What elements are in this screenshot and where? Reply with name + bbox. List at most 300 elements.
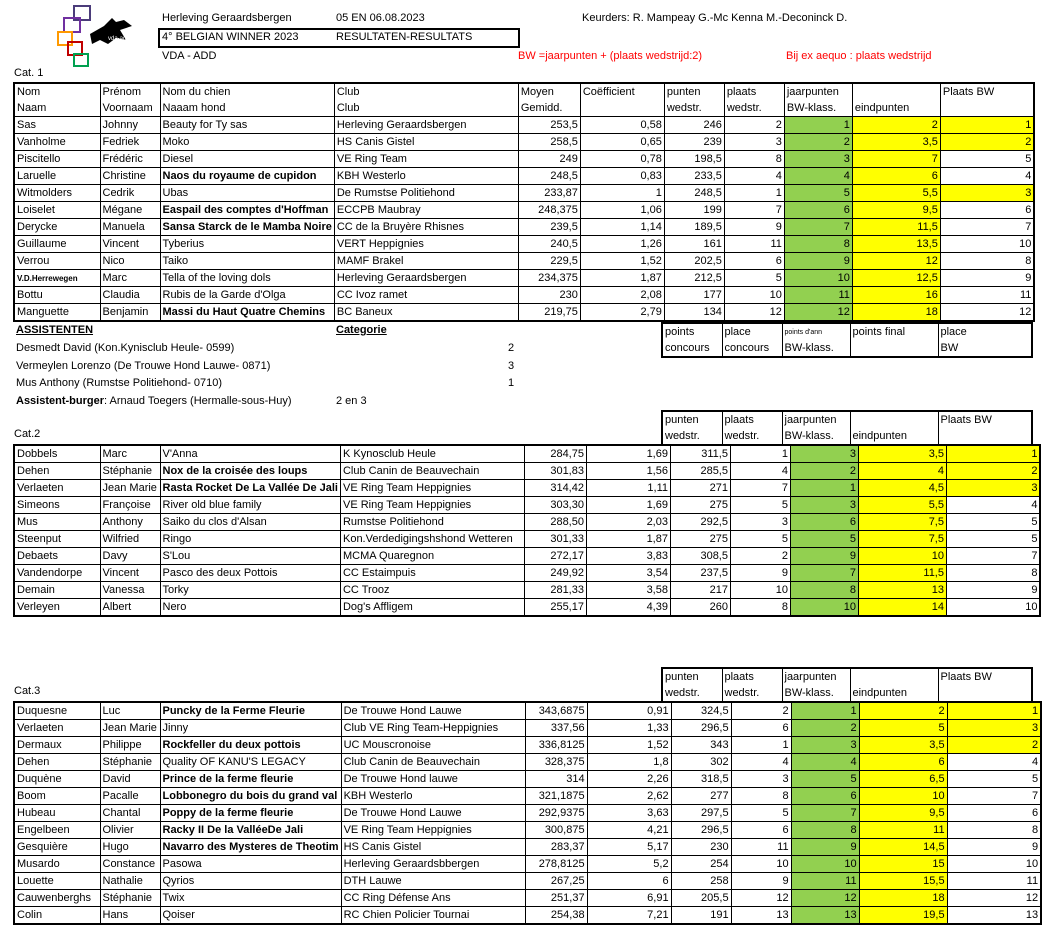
cell-year-points: 9 (784, 253, 852, 270)
table-row (14, 565, 1040, 582)
header-row (662, 428, 1032, 445)
cell-bw-place: 2 (947, 737, 1041, 754)
cell-firstname: Manuela (100, 219, 160, 236)
cell-firstname: Cedrik (100, 185, 160, 202)
vda-add-logo (54, 4, 146, 68)
cell-dog: Torky (160, 582, 340, 599)
cell-coefficient: 2,62 (587, 788, 671, 805)
header-row (662, 411, 1032, 428)
cell-place: 6 (731, 720, 791, 737)
cell-average: 255,17 (524, 599, 586, 617)
cell-bw-place: 2 (946, 463, 1040, 480)
header-row (662, 340, 1032, 357)
table-row (14, 270, 1034, 287)
cell-final-points: 9,5 (859, 805, 947, 822)
column-header: Gemidd. (518, 100, 580, 117)
cell-final-points: 7 (852, 151, 940, 168)
cell-coefficient: 1,26 (580, 236, 664, 253)
cell-name: Dehen (14, 463, 100, 480)
cell-coefficient: 1,14 (580, 219, 664, 236)
cell-average: 284,75 (524, 445, 586, 463)
cell-coefficient: 6,91 (587, 890, 671, 907)
bw-rule: BW =jaarpunten + (plaats wedstrijd:2) (518, 50, 703, 62)
cell-bw-place: 10 (947, 856, 1041, 873)
table-row (14, 463, 1040, 480)
cell-place: 5 (730, 497, 790, 514)
cell-name: Laruelle (14, 168, 100, 185)
cell-points: 302 (671, 754, 731, 771)
cell-coefficient: 1,33 (587, 720, 671, 737)
cell-place: 7 (724, 202, 784, 219)
cell-club: KBH Westerlo (341, 788, 525, 805)
cell-firstname: Vincent (100, 565, 160, 582)
cell-firstname: Nico (100, 253, 160, 270)
cell-dog: River old blue family (160, 497, 340, 514)
table-row (14, 219, 1034, 236)
table-row (14, 287, 1034, 304)
cell-year-points: 9 (790, 548, 858, 565)
cell-final-points: 7,5 (858, 531, 946, 548)
cell-points: 296,5 (671, 720, 731, 737)
cell-place: 9 (731, 873, 791, 890)
cell-coefficient: 5,2 (587, 856, 671, 873)
table-row (14, 151, 1034, 168)
cell-average: 233,87 (518, 185, 580, 202)
cell-bw-place: 4 (940, 168, 1034, 185)
cell-club: ECCPB Maubray (334, 202, 518, 219)
cell-average: 239,5 (518, 219, 580, 236)
cell-place: 8 (724, 151, 784, 168)
column-header: plaats (724, 83, 784, 100)
cell-club: Herleving Geraardsbbergen (341, 856, 525, 873)
cell-club: MAMF Brakel (334, 253, 518, 270)
cell-average: 249,92 (524, 565, 586, 582)
cell-average: 249 (518, 151, 580, 168)
cell-coefficient: 1,52 (587, 737, 671, 754)
cell-bw-place: 5 (940, 151, 1034, 168)
table-row (14, 805, 1041, 822)
cell-club: Dog's Affligem (340, 599, 524, 617)
fr-header-table (661, 322, 1033, 358)
cell-firstname: Benjamin (100, 304, 160, 322)
cell-place: 9 (730, 565, 790, 582)
cell-dog: V'Anna (160, 445, 340, 463)
cell-name: Witmolders (14, 185, 100, 202)
cell-name: Dehen (14, 754, 100, 771)
cell-name: Piscitello (14, 151, 100, 168)
cell-dog: Qyrios (160, 873, 341, 890)
cell-average: 328,375 (525, 754, 587, 771)
column-header: Naaam hond (160, 100, 334, 117)
cell-club: CC Estaimpuis (340, 565, 524, 582)
cell-club: HS Canis Gistel (334, 134, 518, 151)
cell-points: 275 (670, 531, 730, 548)
cell-name: Steenput (14, 531, 100, 548)
header-row (14, 83, 1034, 100)
column-header: punten (664, 83, 724, 100)
cell-dog: Saiko du clos d'Alsan (160, 514, 340, 531)
cell-bw-place: 8 (940, 253, 1034, 270)
cell-club: De Trouwe Hond Lauwe (341, 702, 525, 720)
cell-firstname: Olivier (100, 822, 160, 839)
cell-place: 3 (730, 514, 790, 531)
cell-name: V.D.Herrewegen (14, 270, 100, 287)
column-header: plaats (722, 668, 782, 685)
cell-club: UC Mouscronoise (341, 737, 525, 754)
cell-year-points: 8 (790, 582, 858, 599)
column-header: place (938, 323, 1032, 340)
assistant-2: Vermeylen Lorenzo (De Trouwe Hond Lauwe- 0871) (16, 360, 271, 372)
cell-name: Guillaume (14, 236, 100, 253)
cell-coefficient: 3,54 (586, 565, 670, 582)
column-header: wedstr. (722, 428, 782, 445)
cell-final-points: 12,5 (852, 270, 940, 287)
cell-year-points: 4 (784, 168, 852, 185)
cell-average: 234,375 (518, 270, 580, 287)
table-row (14, 788, 1041, 805)
cell-coefficient: 0,78 (580, 151, 664, 168)
cell-year-points: 5 (791, 771, 859, 788)
cell-club: BC Baneux (334, 304, 518, 322)
aequo-rule: Bij ex aequo : plaats wedstrijd (786, 50, 932, 62)
cell-final-points: 15 (859, 856, 947, 873)
cell-firstname: Chantal (100, 805, 160, 822)
cell-dog: Naos du royaume de cupidon (160, 168, 334, 185)
cell-firstname: Christine (100, 168, 160, 185)
table-row (14, 548, 1040, 565)
cell-final-points: 2 (852, 117, 940, 134)
cell-coefficient: 1,8 (587, 754, 671, 771)
cell-name: Vanholme (14, 134, 100, 151)
column-header: jaarpunten (782, 668, 850, 685)
column-header (938, 428, 1032, 445)
assistant-1: Desmedt David (Kon.Kynisclub Heule- 0599) (16, 342, 235, 354)
table-row (14, 737, 1041, 754)
table-row (14, 702, 1041, 720)
cell-final-points: 10 (859, 788, 947, 805)
cell-bw-place: 9 (947, 839, 1041, 856)
cell-name: Bottu (14, 287, 100, 304)
cell-points: 230 (671, 839, 731, 856)
cell-final-points: 11 (859, 822, 947, 839)
cell-name: Gesquière (14, 839, 100, 856)
column-header: Plaats BW (938, 411, 1032, 428)
cell-coefficient: 1,87 (586, 531, 670, 548)
cell-name: Verlaeten (14, 720, 100, 737)
cell-dog: Pasowa (160, 856, 341, 873)
categorie-label: Categorie (336, 324, 387, 336)
cell-name: Hubeau (14, 805, 100, 822)
cell-average: 337,56 (525, 720, 587, 737)
cell-name: Verrou (14, 253, 100, 270)
cell-year-points: 3 (790, 445, 858, 463)
table-row (14, 117, 1034, 134)
cell-final-points: 16 (852, 287, 940, 304)
cell-average: 343,6875 (525, 702, 587, 720)
cell-bw-place: 13 (947, 907, 1041, 925)
cell-average: 258,5 (518, 134, 580, 151)
cell-dog: Ringo (160, 531, 340, 548)
cell-year-points: 10 (791, 856, 859, 873)
cell-coefficient: 1,69 (586, 445, 670, 463)
cell-place: 2 (731, 702, 791, 720)
cell-points: 246 (664, 117, 724, 134)
cell-coefficient: 0,58 (580, 117, 664, 134)
column-header: points d'ann (782, 323, 850, 340)
cell-average: 300,875 (525, 822, 587, 839)
cell-final-points: 13 (858, 582, 946, 599)
cell-year-points: 3 (790, 497, 858, 514)
cell-name: Dobbels (14, 445, 100, 463)
cat2-table (13, 444, 1041, 617)
column-header: Nom du chien (160, 83, 334, 100)
cell-place: 9 (724, 219, 784, 236)
column-header: points final (850, 323, 938, 340)
cell-name: Derycke (14, 219, 100, 236)
cell-firstname: Hugo (100, 839, 160, 856)
cell-bw-place: 12 (947, 890, 1041, 907)
column-header: eindpunten (850, 428, 938, 445)
cell-points: 134 (664, 304, 724, 322)
cell-firstname: Frédéric (100, 151, 160, 168)
cell-coefficient: 1,52 (580, 253, 664, 270)
column-header: Nom (14, 83, 100, 100)
cell-bw-place: 2 (940, 134, 1034, 151)
table-row (14, 168, 1034, 185)
cell-points: 292,5 (670, 514, 730, 531)
cell-average: 314,42 (524, 480, 586, 497)
cell-final-points: 6 (852, 168, 940, 185)
cell-name: Musardo (14, 856, 100, 873)
column-header: BW (938, 340, 1032, 357)
cell-dog: Rasta Rocket De La Vallée De Jali (160, 480, 340, 497)
cell-name: Verleyen (14, 599, 100, 617)
cell-year-points: 3 (784, 151, 852, 168)
cell-year-points: 1 (791, 702, 859, 720)
cell-points: 248,5 (664, 185, 724, 202)
cell-points: 308,5 (670, 548, 730, 565)
cell-average: 278,8125 (525, 856, 587, 873)
cell-place: 3 (724, 134, 784, 151)
cell-bw-place: 6 (940, 202, 1034, 219)
cell-year-points: 7 (790, 565, 858, 582)
cell-firstname: Vincent (100, 236, 160, 253)
cell-final-points: 11,5 (852, 219, 940, 236)
table-row (14, 873, 1041, 890)
column-header (850, 668, 938, 685)
cell-points: 296,5 (671, 822, 731, 839)
cell-points: 324,5 (671, 702, 731, 720)
table-row (14, 856, 1041, 873)
cell-firstname: Marc (100, 445, 160, 463)
cat2-label: Cat.2 (14, 428, 41, 440)
column-header (940, 100, 1034, 117)
cell-club: KBH Westerlo (334, 168, 518, 185)
cell-year-points: 10 (790, 599, 858, 617)
cell-final-points: 5,5 (852, 185, 940, 202)
cell-place: 6 (724, 253, 784, 270)
cell-firstname: Françoise (100, 497, 160, 514)
cell-points: 199 (664, 202, 724, 219)
cell-name: Sas (14, 117, 100, 134)
cell-coefficient: 1 (580, 185, 664, 202)
header-row (662, 668, 1032, 685)
cell-year-points: 6 (790, 514, 858, 531)
cell-points: 161 (664, 236, 724, 253)
cell-bw-place: 3 (946, 480, 1040, 497)
cell-average: 281,33 (524, 582, 586, 599)
header-row (662, 685, 1032, 702)
cell-final-points: 2 (859, 702, 947, 720)
cell-club: Club Canin de Beauvechain (341, 754, 525, 771)
cell-name: Vandendorpe (14, 565, 100, 582)
cell-dog: Prince de la ferme fleurie (160, 771, 341, 788)
cell-coefficient: 4,21 (587, 822, 671, 839)
cell-year-points: 12 (784, 304, 852, 322)
cell-final-points: 3,5 (852, 134, 940, 151)
cell-club: CC Trooz (340, 582, 524, 599)
cell-points: 212,5 (664, 270, 724, 287)
cell-firstname: Constance (100, 856, 160, 873)
cell-bw-place: 1 (946, 445, 1040, 463)
cell-bw-place: 9 (940, 270, 1034, 287)
column-header: concours (722, 340, 782, 357)
cell-coefficient: 1,06 (580, 202, 664, 219)
column-header (580, 100, 664, 117)
cell-club: DTH Lauwe (341, 873, 525, 890)
cell-average: 251,37 (525, 890, 587, 907)
cell-place: 6 (731, 822, 791, 839)
cell-points: 258 (671, 873, 731, 890)
column-header: punten (662, 668, 722, 685)
cell-coefficient: 0,65 (580, 134, 664, 151)
cell-dog: Taiko (160, 253, 334, 270)
column-header: Moyen (518, 83, 580, 100)
cell-bw-place: 11 (940, 287, 1034, 304)
cell-final-points: 19,5 (859, 907, 947, 925)
cell-firstname: Marc (100, 270, 160, 287)
cell-average: 336,8125 (525, 737, 587, 754)
cell-club: CC Ring Défense Ans (341, 890, 525, 907)
table-row (14, 771, 1041, 788)
cell-place: 12 (724, 304, 784, 322)
cell-bw-place: 7 (947, 788, 1041, 805)
cell-points: 189,5 (664, 219, 724, 236)
cell-bw-place: 1 (947, 702, 1041, 720)
cell-year-points: 4 (791, 754, 859, 771)
cell-average: 303,30 (524, 497, 586, 514)
cat2-header (661, 410, 1033, 446)
cell-year-points: 3 (791, 737, 859, 754)
cell-club: Rumstse Politiehond (340, 514, 524, 531)
assistant-burger: Assistent-burger: Arnaud Toegers (Hermalle-sous-Huy) (16, 395, 292, 407)
cell-club: VE Ring Team Heppignies (340, 497, 524, 514)
cell-place: 3 (731, 771, 791, 788)
cell-club: K Kynosclub Heule (340, 445, 524, 463)
cell-points: 202,5 (664, 253, 724, 270)
column-header: Club (334, 100, 518, 117)
cell-coefficient: 3,63 (587, 805, 671, 822)
cell-points: 191 (671, 907, 731, 925)
cell-final-points: 12 (852, 253, 940, 270)
cell-bw-place: 10 (946, 599, 1040, 617)
assistant-3-cat: 1 (508, 377, 515, 389)
cell-club: CC de la Bruyère Rhisnes (334, 219, 518, 236)
column-header: punten (662, 411, 722, 428)
cell-year-points: 11 (791, 873, 859, 890)
column-header: concours (662, 340, 722, 357)
cell-place: 8 (731, 788, 791, 805)
cell-dog: Ubas (160, 185, 334, 202)
cell-dog: Qoiser (160, 907, 341, 925)
cell-final-points: 10 (858, 548, 946, 565)
table-row (14, 202, 1034, 219)
cell-club: CC Ivoz ramet (334, 287, 518, 304)
cell-final-points: 3,5 (858, 445, 946, 463)
cell-name: Simeons (14, 497, 100, 514)
table-row (14, 907, 1041, 925)
table-row (14, 134, 1034, 151)
cell-year-points: 7 (791, 805, 859, 822)
cell-bw-place: 7 (940, 219, 1034, 236)
results-title: RESULTATEN-RESULTATS (336, 31, 473, 43)
cell-club: VE Ring Team Heppignies (340, 480, 524, 497)
cell-dog: Tella of the loving dols (160, 270, 334, 287)
column-header: place (722, 323, 782, 340)
header-row (14, 100, 1034, 117)
cell-points: 237,5 (670, 565, 730, 582)
title-box (158, 28, 520, 48)
cell-dog: Easpail des comptes d'Hoffman (160, 202, 334, 219)
assistant-2-cat: 3 (508, 360, 515, 372)
cell-bw-place: 11 (947, 873, 1041, 890)
column-header: BW-klass. (782, 340, 850, 357)
cell-dog: Rockfeller du deux pottois (160, 737, 341, 754)
cat3-table (13, 701, 1042, 925)
cell-firstname: Claudia (100, 287, 160, 304)
cat3-label: Cat.3 (14, 685, 41, 697)
cell-club: De Rumstse Politiehond (334, 185, 518, 202)
cell-average: 219,75 (518, 304, 580, 322)
assistant-3: Mus Anthony (Rumstse Politiehond- 0710) (16, 377, 223, 389)
cell-points: 311,5 (670, 445, 730, 463)
event-dates: 05 EN 06.08.2023 (336, 12, 425, 24)
table-row (14, 754, 1041, 771)
cell-coefficient: 0,91 (587, 702, 671, 720)
table-row (14, 822, 1041, 839)
column-header: jaarpunten (784, 83, 852, 100)
column-header: eindpunten (850, 685, 938, 702)
column-header (850, 411, 938, 428)
cell-bw-place: 12 (940, 304, 1034, 322)
cell-final-points: 18 (852, 304, 940, 322)
cell-dog: Pasco des deux Pottois (160, 565, 340, 582)
cell-name: Colin (14, 907, 100, 925)
cell-club: MCMA Quaregnon (340, 548, 524, 565)
cell-place: 10 (731, 856, 791, 873)
cell-average: 283,37 (525, 839, 587, 856)
table-row (14, 599, 1040, 617)
cell-points: 217 (670, 582, 730, 599)
cell-dog: S'Lou (160, 548, 340, 565)
cell-dog: Moko (160, 134, 334, 151)
cell-final-points: 14,5 (859, 839, 947, 856)
table-row (14, 236, 1034, 253)
cell-final-points: 4,5 (858, 480, 946, 497)
cell-average: 230 (518, 287, 580, 304)
column-header: Club (334, 83, 518, 100)
column-header: plaats (722, 411, 782, 428)
